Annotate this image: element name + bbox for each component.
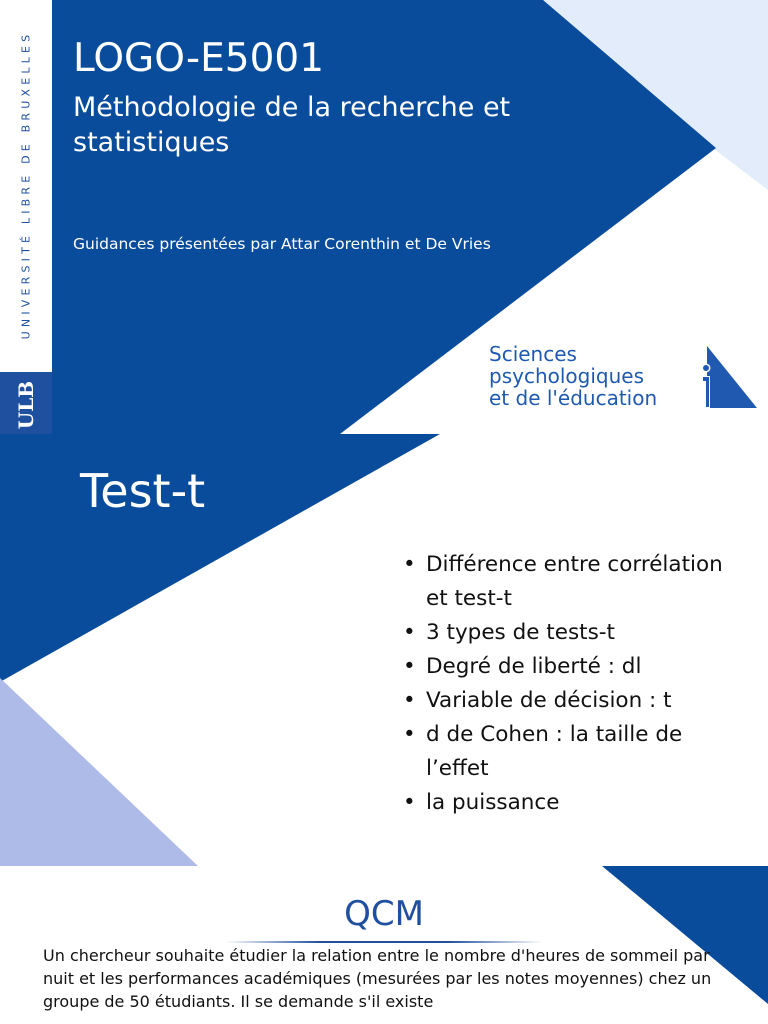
department-line: psychologiques [489, 364, 644, 388]
university-name: UNIVERSITÉ LIBRE DE BRUXELLES [19, 30, 33, 340]
bullet-item: • la puissance [401, 786, 741, 820]
ulb-logo [0, 372, 52, 434]
qcm-title: QCM [344, 894, 424, 934]
question-text: Un chercheur souhaite étudier la relation entre le nombre d'heures de sommeil par nuit et les performances académiques (mesurées par les notes moyennes) chez un groupe de 50 étudiants. Il se demande s'il existe [43, 946, 712, 1011]
person-triangle-icon [693, 346, 757, 412]
bullet-list [401, 548, 741, 820]
bullet-item: • Degré de liberté : dl [401, 650, 741, 684]
content-slide [0, 434, 768, 866]
presenters-line: Guidances présentées par Attar Corenthin et De Vries [73, 235, 491, 253]
ulb-sidebar [0, 0, 52, 434]
ulb-logo-text: ULB [14, 380, 38, 430]
department-line: Sciences [489, 342, 577, 366]
department-line: et de l'éducation [489, 386, 658, 410]
course-code: LOGO-E5001 [73, 36, 325, 81]
slide-title: Test-t [80, 464, 206, 518]
question-slide [0, 866, 768, 1024]
bullet-item: • Variable de décision : t [401, 684, 741, 718]
bullet-item: • Différence entre corrélation et test-t [401, 548, 741, 616]
title-underline [225, 941, 543, 943]
bullet-item: • d de Cohen : la taille de l’effet [401, 718, 741, 786]
title-slide [0, 0, 768, 434]
course-title: Méthodologie de la recherche et statistiques [73, 92, 511, 158]
bullet-item: • 3 types de tests-t [401, 616, 741, 650]
department-name [489, 343, 657, 409]
